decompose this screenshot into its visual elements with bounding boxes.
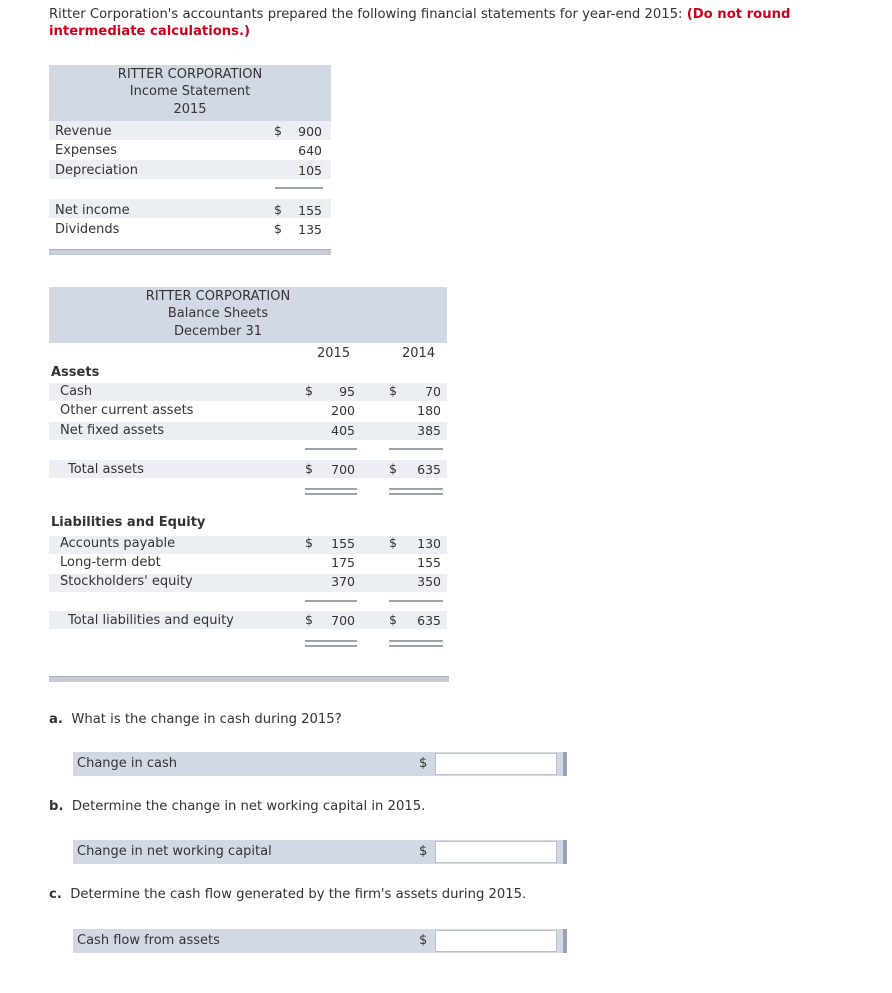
- bs-row-label: Long-term debt: [60, 555, 161, 570]
- instructions: [49, 6, 859, 40]
- is-row-value: 900: [298, 124, 322, 139]
- bs-dollar-2014: $: [389, 383, 397, 398]
- subtotal-rule: [389, 448, 443, 450]
- is-row-value: 155: [298, 203, 322, 218]
- bs-value-2015: 175: [331, 555, 355, 570]
- cash-flow-from-assets-input[interactable]: [435, 930, 557, 952]
- assets-heading: Assets: [51, 365, 100, 380]
- question-b-text: Determine the change in net working capital in 2015.: [71, 799, 426, 814]
- income-statement-table: [49, 121, 331, 261]
- bs-value-2014: 130: [417, 536, 441, 551]
- bs-row-label: Stockholders' equity: [60, 574, 193, 589]
- change-in-cash-input[interactable]: [435, 753, 557, 775]
- bs-value-2015: 370: [331, 574, 355, 589]
- double-rule: [389, 493, 443, 495]
- answer-dollar: $: [419, 756, 428, 771]
- answer-label: Change in net working capital: [77, 844, 272, 859]
- is-row-value: 105: [298, 163, 322, 178]
- answer-label: Cash flow from assets: [77, 933, 220, 948]
- answer-label: Change in cash: [77, 756, 178, 771]
- change-in-nwc-input[interactable]: [435, 841, 557, 863]
- is-row-dollar: $: [274, 202, 282, 217]
- subtotal-rule: [275, 187, 323, 189]
- rounding-note: (Do not round intermediate calculations.): [49, 7, 791, 39]
- double-rule: [305, 645, 357, 647]
- bs-value-2014: 635: [417, 613, 441, 628]
- is-row-label: Dividends: [55, 222, 120, 237]
- is-year: 2015: [173, 102, 207, 117]
- balance-sheet-header: [49, 287, 447, 343]
- double-rule: [389, 640, 443, 642]
- answer-row-nwc: [73, 840, 567, 864]
- bs-value-2015: 200: [331, 403, 355, 418]
- bs-value-2015: 155: [331, 536, 355, 551]
- bs-row-label: Total assets: [68, 462, 144, 477]
- table-footer-bar: [49, 676, 449, 682]
- question-a: [49, 711, 342, 728]
- bs-dollar-2015: $: [305, 461, 313, 476]
- bs-value-2014: 70: [425, 384, 441, 399]
- bs-row-label: Total liabilities and equity: [68, 613, 234, 628]
- bs-value-2014: 180: [417, 403, 441, 418]
- table-footer-bar: [49, 249, 331, 255]
- bs-row-label: Cash: [60, 384, 93, 399]
- balance-sheet-table: [49, 343, 447, 688]
- double-rule: [389, 488, 443, 490]
- answer-dollar: $: [419, 844, 428, 859]
- is-row-label: Depreciation: [55, 163, 138, 178]
- question-a-letter: a.: [49, 712, 63, 727]
- is-row-value: 640: [298, 143, 322, 158]
- is-row-dollar: $: [274, 221, 282, 236]
- bs-dollar-2015: $: [305, 612, 313, 627]
- bs-dollar-2014: $: [389, 461, 397, 476]
- bs-value-2014: 385: [417, 423, 441, 438]
- answer-row-cash-flow: [73, 929, 567, 953]
- bs-value-2015: 700: [331, 613, 355, 628]
- subtotal-rule: [305, 448, 357, 450]
- subtotal-rule: [305, 600, 357, 602]
- bs-dollar-2014: $: [389, 612, 397, 627]
- bs-company: RITTER CORPORATION: [145, 289, 291, 304]
- bs-row-label: Accounts payable: [60, 536, 176, 551]
- question-a-text: What is the change in cash during 2015?: [71, 712, 342, 727]
- is-company: RITTER CORPORATION: [117, 67, 263, 82]
- answer-row-change-in-cash: [73, 752, 567, 776]
- is-row-label: Net income: [55, 203, 130, 218]
- bs-col-2014: 2014: [402, 346, 436, 361]
- instructions-text: Ritter Corporation's accountants prepared the following financial statements for year-end 2015:: [49, 7, 687, 22]
- bs-date: December 31: [173, 324, 263, 339]
- bs-row-label: Other current assets: [60, 403, 194, 418]
- double-rule: [305, 640, 357, 642]
- bs-col-2015: 2015: [317, 346, 351, 361]
- bs-value-2014: 635: [417, 462, 441, 477]
- double-rule: [305, 488, 357, 490]
- bs-value-2015: 95: [339, 384, 355, 399]
- double-rule: [389, 645, 443, 647]
- question-b-letter: b.: [49, 799, 64, 814]
- is-row-label: Revenue: [55, 124, 112, 139]
- subtotal-rule: [389, 600, 443, 602]
- double-rule: [305, 493, 357, 495]
- answer-dollar: $: [419, 933, 428, 948]
- bs-dollar-2015: $: [305, 383, 313, 398]
- liabilities-heading: Liabilities and Equity: [51, 515, 206, 530]
- bs-value-2014: 350: [417, 574, 441, 589]
- is-row-value: 135: [298, 222, 322, 237]
- is-row-dollar: $: [274, 123, 282, 138]
- question-b: [49, 798, 425, 815]
- is-title: Income Statement: [129, 84, 251, 99]
- bs-value-2015: 700: [331, 462, 355, 477]
- question-c-text: Determine the cash flow generated by the firm's assets during 2015.: [70, 887, 527, 902]
- bs-dollar-2015: $: [305, 535, 313, 550]
- bs-title: Balance Sheets: [167, 306, 269, 321]
- bs-row-label: Net fixed assets: [60, 423, 165, 438]
- income-statement-header: [49, 65, 331, 121]
- bs-value-2015: 405: [331, 423, 355, 438]
- bs-dollar-2014: $: [389, 535, 397, 550]
- question-c: [49, 886, 526, 903]
- is-row-label: Expenses: [55, 143, 117, 158]
- bs-value-2014: 155: [417, 555, 441, 570]
- question-c-letter: c.: [49, 887, 62, 902]
